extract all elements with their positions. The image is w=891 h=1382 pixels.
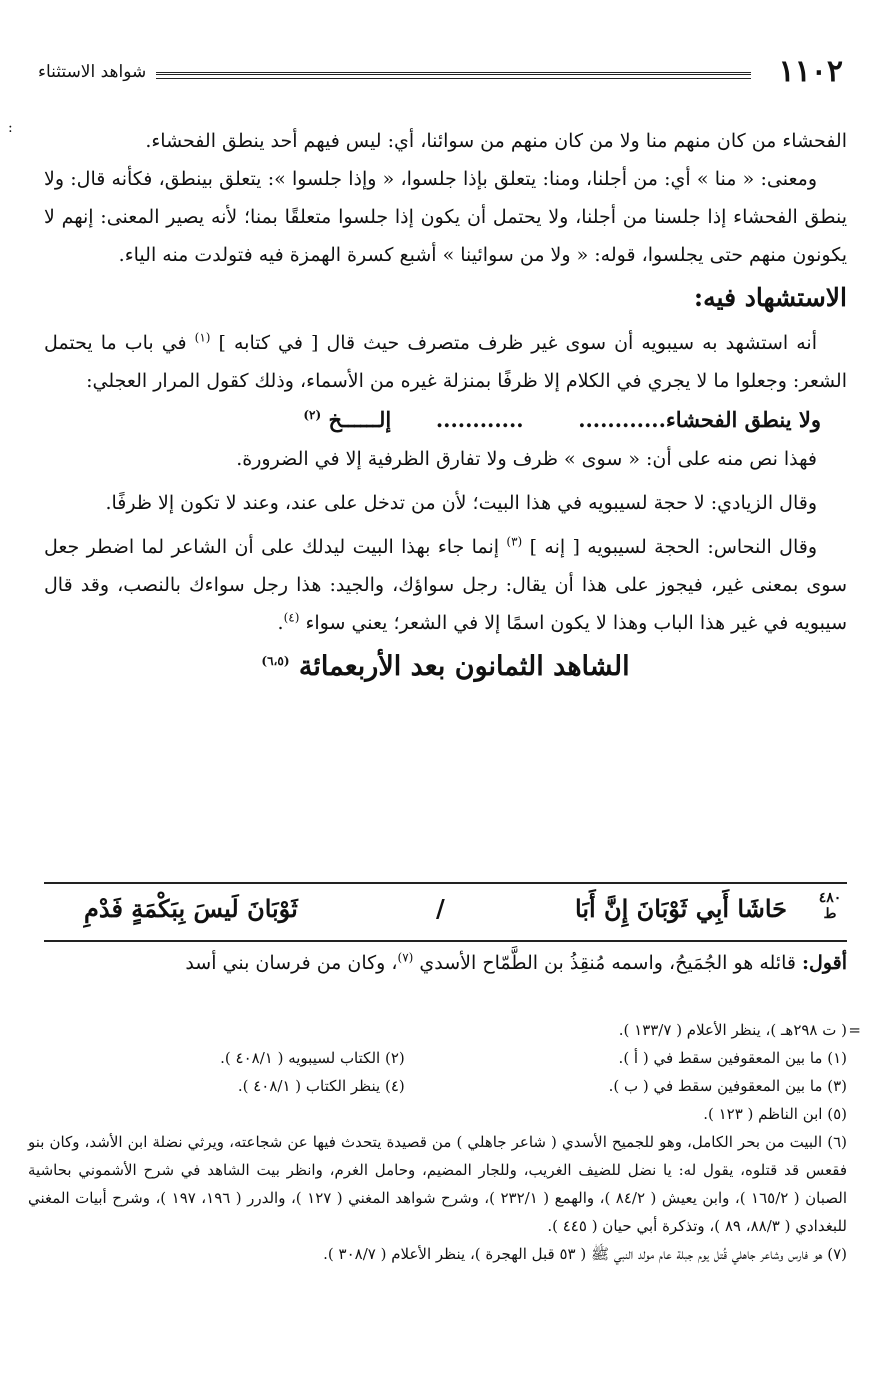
poem-number (815, 890, 845, 922)
poem-hemistich-1: حَاشَا أَبِي ثَوْبَانَ إِنَّ أَبَا (575, 894, 787, 923)
footnote-continuation (28, 1016, 861, 1044)
continuation-mark: = (848, 1021, 861, 1039)
paragraph-3-text: أنه استشهد به سيبويه أن سوى غير ظرف متصرف حيث قال [ في كتابه ] (210, 332, 817, 354)
footnote-ref-5-6: (٦،٥) (261, 654, 290, 668)
footnote-7: (٧) هو فارس وشاعر جاهلي قُتل يوم جبلة عام مولد النبي ﷺ ( ٥٣ قبل الهجرة )، ينظر الأعلام ( ٣٠٨/٧ ). (323, 1245, 847, 1263)
shahid-heading (44, 644, 847, 690)
footnote-2: (٢) الكتاب لسيبويه ( ٤٠٨/١ ). (220, 1049, 405, 1067)
footnote-5: (٥) ابن الناظم ( ١٢٣ ). (703, 1105, 847, 1123)
commentary-text: قائله هو الجُمَيحُ، واسمه مُنقِذُ بن الطَّمّاح الأسدي (413, 952, 802, 974)
footnote-ref-4: (٤) (283, 610, 300, 625)
footnote-3: (٣) ما بين المعقوفين سقط في ( ب ). (608, 1077, 847, 1095)
paragraph-6-text-a: وقال النحاس: الحجة لسيبويه [ إنه ] (522, 536, 818, 558)
verse-part-c: إلــــــخ (328, 407, 392, 432)
paragraph-3-text-b: في باب ما يحتمل الشعر: وجعلوا ما لا يجري في الكلام إلا ظرفًا بمنزلة غيره من الأسماء، وذلك كقول المرار العجلي: (44, 332, 847, 392)
paragraph-3 (44, 324, 847, 400)
poem-verse-box (44, 882, 847, 942)
paragraph-2: ومعنى: « منا » أي: من أجلنا، ومنا: يتعلق بإذا جلسوا، « وإذا جلسوا »: يتعلق بينطق، فكأنه قال: ولا ينطق الفحشاء إذا جلسنا من أجلنا، ولا يحتمل أن يكون إذا جلسوا متعلقًا بمنا؛ لأنه يصير المعنى: إنهم لا يكونون منهم حتى يجلسوا، قوله: « ولا من سوائينا » أشبع كسرة الهمزة فيه فتولدت منه الياء. (44, 168, 847, 266)
running-section-title: شواهد الاستثناء (38, 62, 147, 82)
poem-meter-mark: ط (823, 906, 837, 922)
paragraph-4: فهذا نص منه على أن: « سوى » ظرف ولا تفارق الظرفية إلا في الضرورة. (236, 448, 817, 470)
footnote-ref-2: (٢) (303, 408, 322, 422)
page-number: ١١٠٢ (778, 54, 843, 89)
commentary-start (44, 944, 847, 982)
paragraph-6-text-b: إنما جاء بهذا البيت ليدلك على أن الشاعر لما اضطر جعل سوى بمعنى غير، فيجوز على هذا أن يقال: رجل سواؤك، والجيد: هذا رجل سواءك بالنصب، وقد قال سيبويه في غير هذا الباب وهذا لا يكون اسمًا إلا في الشعر؛ يعني سواء (44, 536, 847, 634)
footnote-ref-1: (١) (194, 330, 211, 345)
commentary-lead: أقول: (802, 952, 847, 974)
commentary-text-2: ، وكان من فرسان بني أسد (185, 952, 398, 974)
margin-mark: : (8, 120, 13, 136)
verse-part-a: ولا ينطق الفحشاء............ (578, 407, 821, 432)
paragraph-5: وقال الزيادي: لا حجة لسيبويه في هذا البيت؛ لأن من تدخل على عند، وعند لا تكون إلا ظرفًا. (105, 492, 817, 514)
footnote-1: (١) ما بين المعقوفين سقط في ( أ ). (618, 1049, 847, 1067)
paragraph-1: الفحشاء من كان منهم منا ولا من كان منهم من سوائنا، أي: ليس فيهم أحد ينطق الفحشاء. (145, 130, 847, 152)
paragraph-6 (44, 528, 847, 642)
footnote-6: (٦) البيت من بحر الكامل، وهو للجميح الأسدي ( شاعر جاهلي ) من قصيدة يتحدث فيها عن شجاعته، ويرثي نضلة ابن الأشد، وكان بنو فقعس قد قتلوه، يقول له: يا نضل للضيف الغريب، وللجار المضيم، وحامل الغرم، وانظر بيت الشاهد في شرح الأشموني بحاشية الصبان ( ١٦٥/٢ )، وابن يعيش ( ٨٤/٢ )، والهمع ( ٢٣٢/١ )، وشرح شواهد المغني ( ١٢٧ )، والدرر ( ١٩٦، ١٩٧ )، وشرح أبيات المغني للبغدادي ( ٨٨/٣، ٨٩ )، وتذكرة أبي حيان ( ٤٤٥ ). (28, 1133, 848, 1235)
poem-hemistich-2: ثَوْبَانَ لَيسَ بِبَكْمَةٍ فَدْمِ (84, 894, 298, 923)
footnotes (28, 1016, 861, 1268)
footnote-ref-7: (٧) (397, 950, 414, 965)
footnote-4: (٤) ينظر الكتاب ( ٤٠٨/١ ). (237, 1077, 405, 1095)
footnote-row-2 (28, 1072, 847, 1100)
header-rule (156, 72, 751, 79)
paragraph-6-text-c: . (277, 612, 284, 634)
section-heading-istishhad: الاستشهاد فيه: (693, 283, 847, 312)
quoted-verse (44, 400, 847, 440)
footnote-continuation-text: ( ت ٢٩٨هـ )، ينظر الأعلام ( ١٣٣/٧ ). (618, 1021, 847, 1039)
poem-separator: / (436, 894, 445, 923)
poem-number-value: ٤٨٠ (818, 890, 842, 906)
page-header (38, 52, 843, 92)
footnote-row-1 (28, 1044, 847, 1072)
shahid-heading-text: الشاهد الثمانون بعد الأربعمائة (289, 651, 630, 682)
main-text (44, 122, 847, 696)
verse-part-b: ............ (435, 407, 524, 432)
footnote-ref-3: (٣) (506, 534, 523, 549)
